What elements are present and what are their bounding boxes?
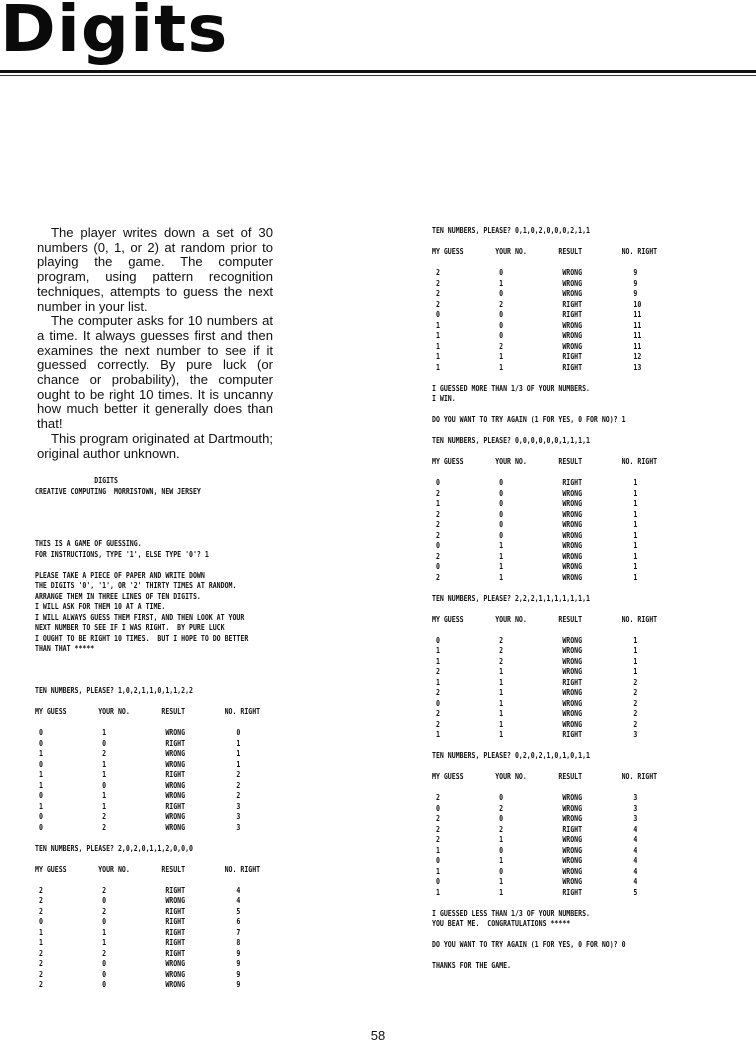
listing-line: DO YOU WANT TO TRY AGAIN (1 FOR YES, 0 FOR NO)? 1 xyxy=(432,415,626,424)
listing-line: 2 0 WRONG 1 xyxy=(432,488,638,498)
listing-line: 2 1 WRONG 4 xyxy=(432,835,638,844)
listing-line: 2 0 WRONG 9 xyxy=(432,268,638,277)
listing-line xyxy=(35,854,260,865)
listing-line: THAN THAT ***** xyxy=(35,644,95,653)
listing-line: 0 1 WRONG 4 xyxy=(432,856,638,865)
listing-line: THE DIGITS '0', '1', OR '2' THIRTY TIMES AT RANDOM. xyxy=(35,581,237,590)
listing-line: TEN NUMBERS, PLEASE? 0,0,0,0,0,0,1,1,1,1 xyxy=(432,436,590,445)
listing-line xyxy=(432,583,657,594)
listing-line: TEN NUMBERS, PLEASE? 0,2,0,2,1,0,1,0,1,1 xyxy=(432,751,590,760)
listing-line xyxy=(432,625,657,636)
listing-line: 1 0 WRONG 1 xyxy=(432,499,638,508)
listing-line: 2 1 WRONG 2 xyxy=(432,709,638,718)
program-listing-left xyxy=(35,476,260,991)
listing-line: MY GUESS YOUR NO. RESULT NO. RIGHT xyxy=(432,772,658,781)
listing-line: DIGITS xyxy=(35,476,118,485)
listing-line: MY GUESS YOUR NO. RESULT NO. RIGHT xyxy=(432,614,658,624)
listing-line: I WILL ALWAYS GUESS THEM FIRST, AND THEN LOOK AT YOUR xyxy=(35,612,245,622)
listing-line: 1 0 WRONG 11 xyxy=(432,320,642,330)
listing-line: 0 0 RIGHT 11 xyxy=(432,310,642,319)
page-number: 58 xyxy=(370,1028,386,1043)
listing-line: PLEASE TAKE A PIECE OF PAPER AND WRITE DOWN xyxy=(35,570,205,580)
listing-line: 2 2 RIGHT 5 xyxy=(35,906,241,916)
listing-line xyxy=(432,405,657,416)
listing-line xyxy=(35,875,260,886)
listing-line: 2 0 WRONG 3 xyxy=(432,814,638,823)
header-rule-thin xyxy=(0,75,756,76)
listing-line: 1 1 RIGHT 7 xyxy=(35,927,241,937)
listing-line: CREATIVE COMPUTING MORRISTOWN, NEW JERSEY xyxy=(35,486,201,496)
intro-paragraph: The computer asks for 10 numbers at a time. It always guesses first and then examines the next number to see if it guessed correctly. By pure luck (or chance or probability), the computer ought to be right 10 times. It is uncanny how much better it generally does than that! xyxy=(37,313,273,432)
listing-line: 2 0 WRONG 1 xyxy=(432,530,638,540)
listing-line: MY GUESS YOUR NO. RESULT NO. RIGHT xyxy=(35,864,261,874)
listing-line: 0 0 RIGHT 1 xyxy=(432,478,638,487)
listing-line: 1 0 WRONG 4 xyxy=(432,866,638,876)
program-listing-right xyxy=(432,226,657,972)
listing-line: 1 1 RIGHT 2 xyxy=(35,770,241,779)
listing-line: 0 1 WRONG 2 xyxy=(432,698,638,708)
listing-line xyxy=(432,898,657,909)
listing-line: 2 0 WRONG 3 xyxy=(432,793,638,802)
listing-line xyxy=(432,468,657,479)
listing-line xyxy=(35,655,260,666)
listing-line: 1 1 RIGHT 5 xyxy=(432,887,638,897)
listing-line: 0 2 WRONG 3 xyxy=(35,822,241,832)
listing-line: THIS IS A GAME OF GUESSING. xyxy=(35,539,142,548)
listing-line: 0 2 WRONG 3 xyxy=(35,812,241,821)
listing-line: 2 0 WRONG 9 xyxy=(35,959,241,968)
listing-line: 2 0 WRONG 1 xyxy=(432,520,638,529)
intro-paragraph: This program originated at Dartmouth; original author unknown. xyxy=(37,430,273,461)
listing-line xyxy=(35,697,260,708)
listing-line: 2 1 WRONG 1 xyxy=(432,572,638,582)
listing-line: 2 0 WRONG 9 xyxy=(35,969,241,979)
listing-line xyxy=(35,508,260,519)
header-rule xyxy=(0,70,756,73)
listing-line: 2 2 RIGHT 10 xyxy=(432,299,642,309)
intro-paragraph: The player writes down a set of 30 numbers (0, 1, or 2) at random prior to playing the game. The computer program, using pattern recognition techniques, attempts to guess the next number in your list. xyxy=(37,225,273,314)
listing-line xyxy=(35,833,260,844)
listing-line: 2 0 WRONG 4 xyxy=(35,896,241,905)
listing-line: 0 1 WRONG 2 xyxy=(35,791,241,800)
listing-line: 2 0 WRONG 9 xyxy=(432,289,638,298)
listing-line: 2 2 RIGHT 4 xyxy=(432,824,638,834)
listing-line: TEN NUMBERS, PLEASE? 2,0,2,0,1,1,2,0,0,0 xyxy=(35,843,193,853)
listing-line: 2 0 WRONG 9 xyxy=(35,980,241,989)
listing-line: 2 1 WRONG 1 xyxy=(432,551,638,561)
listing-line: 0 1 WRONG 1 xyxy=(432,541,638,550)
listing-line xyxy=(35,560,260,571)
listing-line: I GUESSED MORE THAN 1/3 OF YOUR NUMBERS. xyxy=(432,383,590,393)
intro-text xyxy=(37,226,273,461)
listing-line: 0 1 WRONG 1 xyxy=(35,759,241,769)
listing-line: 0 2 WRONG 1 xyxy=(432,635,638,645)
listing-line: I WIN. xyxy=(432,394,456,403)
listing-line xyxy=(35,518,260,529)
listing-line xyxy=(432,258,657,269)
listing-line: 2 1 WRONG 1 xyxy=(432,667,638,676)
listing-line xyxy=(432,426,657,437)
listing-line xyxy=(432,951,657,962)
listing-line: 2 2 RIGHT 4 xyxy=(35,885,241,895)
listing-line: 2 1 WRONG 2 xyxy=(432,719,638,729)
listing-line: MY GUESS YOUR NO. RESULT NO. RIGHT xyxy=(432,457,658,466)
listing-line: MY GUESS YOUR NO. RESULT NO. RIGHT xyxy=(35,707,261,716)
listing-line xyxy=(432,741,657,752)
listing-line xyxy=(432,783,657,794)
listing-line: I WILL ASK FOR THEM 10 AT A TIME. xyxy=(35,602,166,611)
listing-line xyxy=(432,604,657,615)
listing-line: DO YOU WANT TO TRY AGAIN (1 FOR YES, 0 FOR NO)? 0 xyxy=(432,940,626,949)
listing-line xyxy=(35,676,260,687)
listing-line: 0 1 WRONG 0 xyxy=(35,728,241,737)
listing-line: MY GUESS YOUR NO. RESULT NO. RIGHT xyxy=(432,247,658,256)
listing-line xyxy=(432,762,657,773)
listing-line: THANKS FOR THE GAME. xyxy=(432,961,511,970)
listing-line: YOU BEAT ME. CONGRATULATIONS ***** xyxy=(432,919,571,928)
listing-line xyxy=(35,497,260,508)
listing-line xyxy=(35,718,260,729)
listing-line: 1 0 WRONG 11 xyxy=(432,331,642,340)
listing-line: TEN NUMBERS, PLEASE? 0,1,0,2,0,0,0,2,1,1 xyxy=(432,226,590,235)
listing-line: 1 1 RIGHT 3 xyxy=(432,730,638,739)
listing-line: FOR INSTRUCTIONS, TYPE '1', ELSE TYPE '0'? 1 xyxy=(35,549,209,559)
listing-line: 1 0 WRONG 4 xyxy=(432,845,638,855)
listing-line: 1 2 WRONG 1 xyxy=(432,656,638,666)
listing-line: I OUGHT TO BE RIGHT 10 TIMES. BUT I HOPE TO DO BETTER xyxy=(35,633,249,643)
listing-line: 0 1 WRONG 1 xyxy=(432,562,638,571)
listing-line: 1 1 RIGHT 3 xyxy=(35,801,241,811)
listing-line: 0 2 WRONG 3 xyxy=(432,803,638,813)
listing-line: TEN NUMBERS, PLEASE? 1,0,2,1,1,0,1,1,2,2 xyxy=(35,686,193,695)
listing-line: 1 1 RIGHT 8 xyxy=(35,938,241,947)
listing-line: 2 1 WRONG 9 xyxy=(432,278,638,288)
listing-line: 2 0 WRONG 1 xyxy=(432,509,638,519)
listing-line: NEXT NUMBER TO SEE IF I WAS RIGHT. BY PURE LUCK xyxy=(35,623,225,632)
listing-line xyxy=(432,930,657,941)
listing-line xyxy=(432,237,657,248)
listing-line: 1 1 RIGHT 12 xyxy=(432,352,642,361)
listing-line: 2 2 RIGHT 9 xyxy=(35,948,241,958)
listing-line: 1 0 WRONG 2 xyxy=(35,780,241,790)
listing-line: 2 1 WRONG 2 xyxy=(432,688,638,697)
listing-line: 1 2 WRONG 1 xyxy=(432,646,638,655)
listing-line: 0 1 WRONG 4 xyxy=(432,877,638,886)
page-title: Digits xyxy=(0,0,229,67)
listing-line: 1 2 WRONG 1 xyxy=(35,749,241,758)
listing-line: 1 2 WRONG 11 xyxy=(432,341,642,351)
listing-line: I GUESSED LESS THAN 1/3 OF YOUR NUMBERS. xyxy=(432,908,590,918)
listing-line: 1 1 RIGHT 13 xyxy=(432,362,642,372)
listing-line xyxy=(432,373,657,384)
listing-line xyxy=(35,529,260,540)
listing-line: 0 0 RIGHT 1 xyxy=(35,738,241,748)
listing-line: ARRANGE THEM IN THREE LINES OF TEN DIGITS. xyxy=(35,591,201,601)
listing-line: 1 1 RIGHT 2 xyxy=(432,677,638,687)
listing-line xyxy=(35,665,260,676)
listing-line: 0 0 RIGHT 6 xyxy=(35,917,241,926)
listing-line xyxy=(432,447,657,458)
listing-line: TEN NUMBERS, PLEASE? 2,2,2,1,1,1,1,1,1,1 xyxy=(432,593,590,603)
